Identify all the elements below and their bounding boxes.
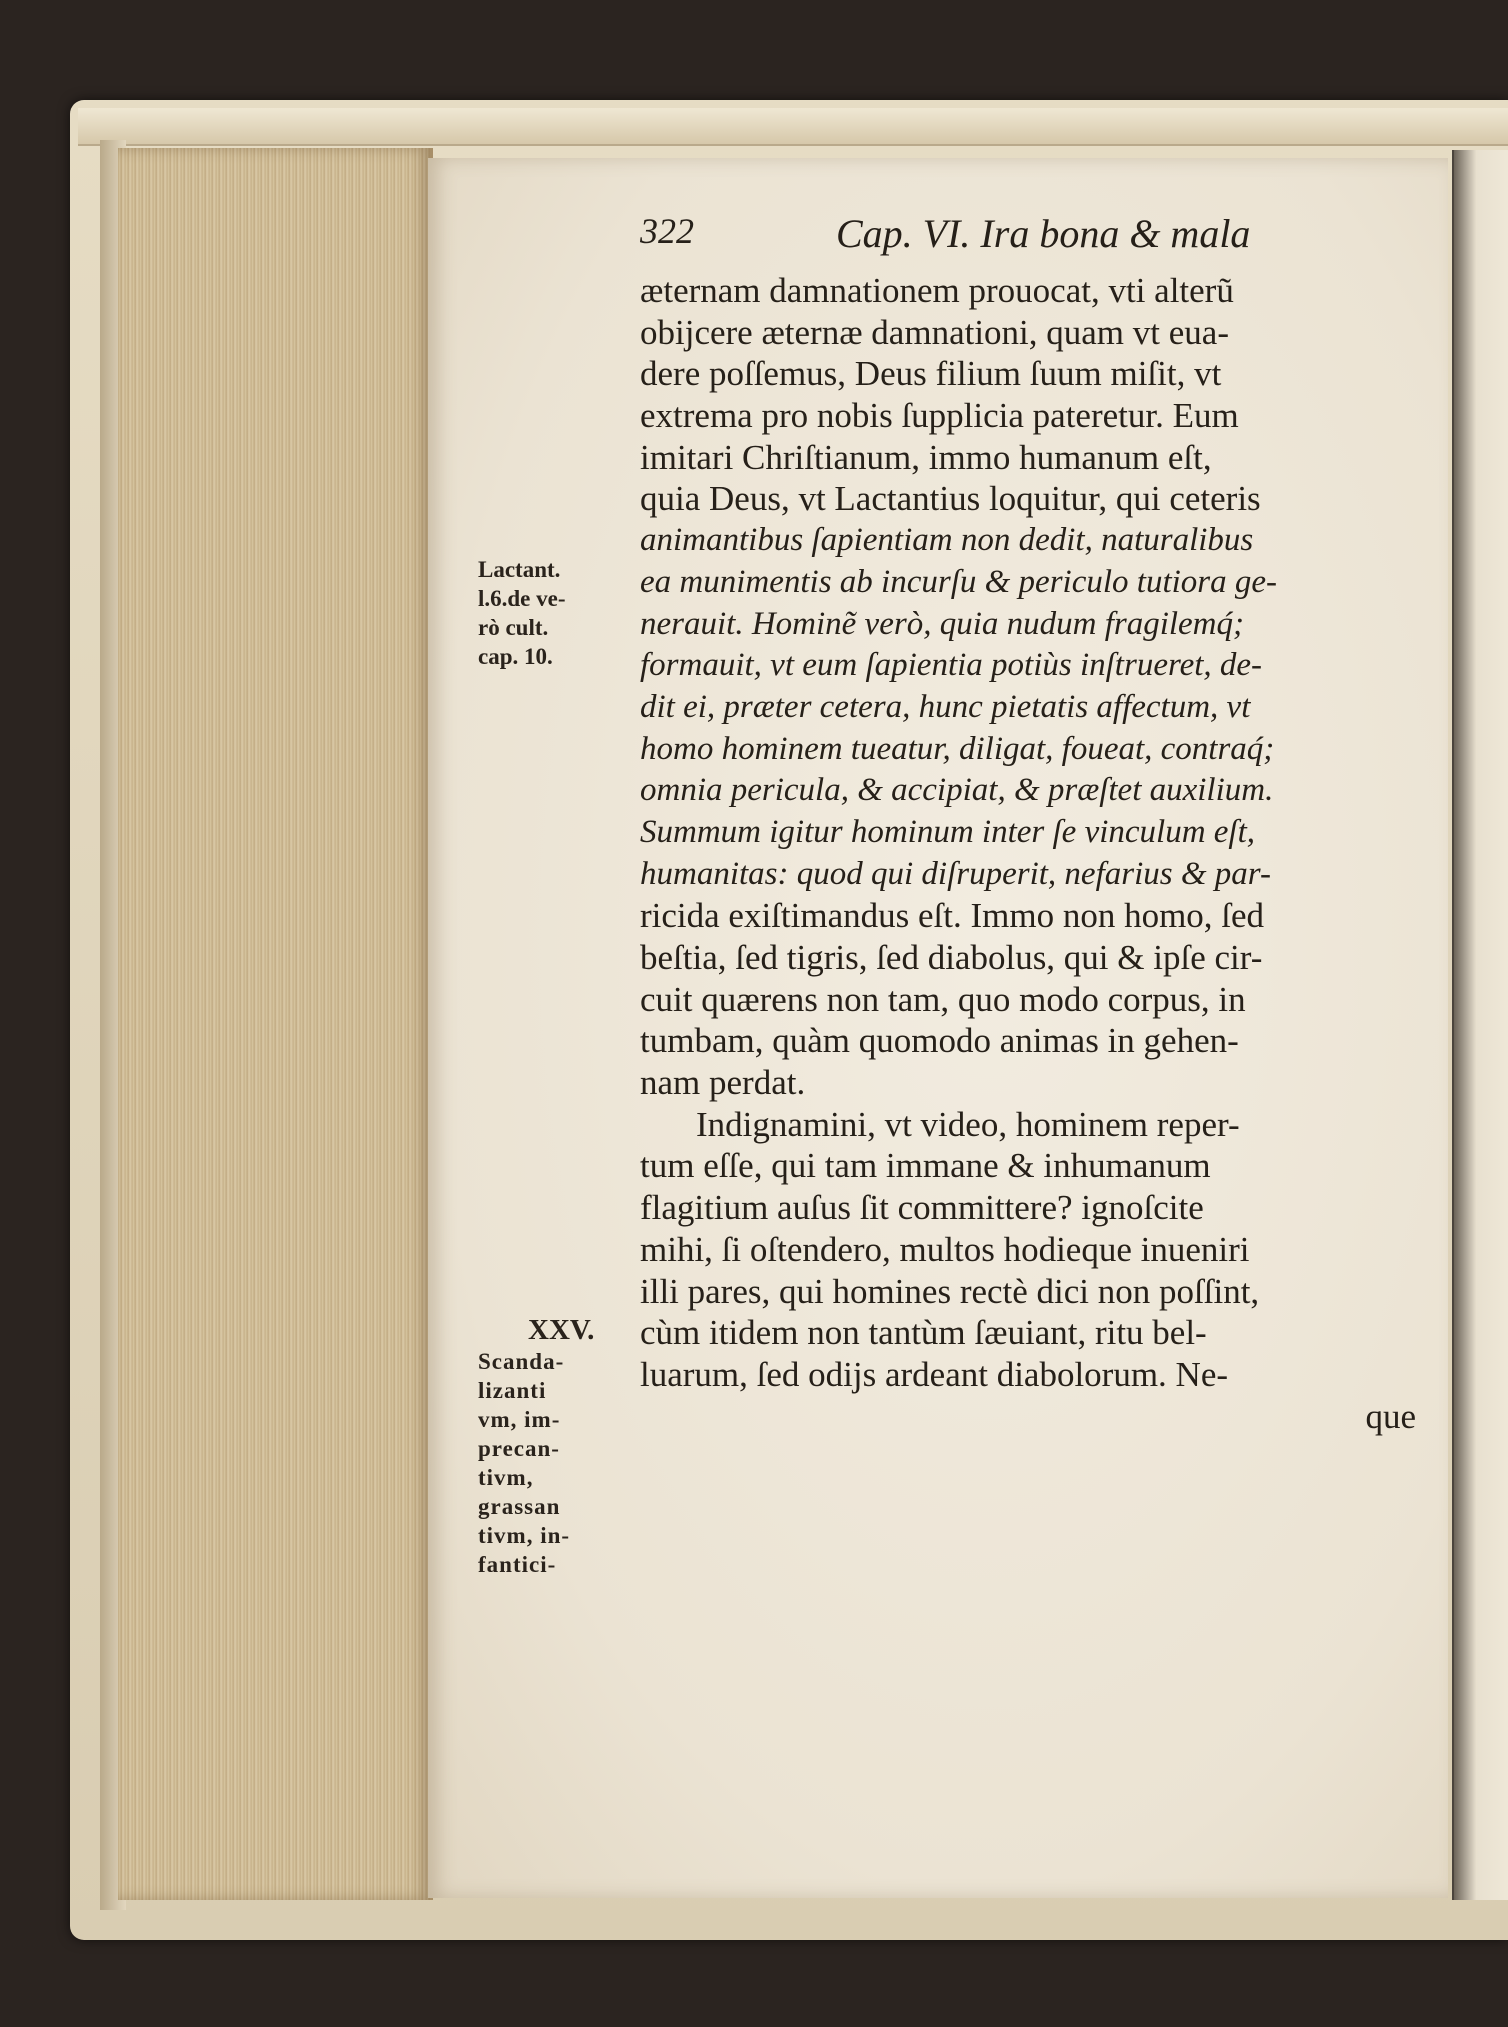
body-line: illi pares, qui homines rectè dici non poſſint, <box>640 1271 1260 1311</box>
marginal-note-lactantius <box>478 555 638 671</box>
body-line: ricida exiſtimandus eſt. Immo non homo, ſed <box>640 896 1265 936</box>
section-number: XXV. <box>528 1314 595 1346</box>
marginal-note-line: grassan <box>478 1494 561 1519</box>
marginal-note-line: tivm, <box>478 1465 534 1490</box>
body-line: cuit quærens non tam, quo modo corpus, in <box>640 979 1246 1019</box>
marginal-note-line: cap. 10. <box>478 644 553 669</box>
body-line-italic: dit ei, præter cetera, hunc pietatis affectum, vt <box>640 688 1251 725</box>
marginal-note-line: l.6.de ve- <box>478 586 566 611</box>
running-head <box>640 210 1420 270</box>
marginal-note-line: rò cult. <box>478 615 549 640</box>
marginal-note-section-xxv <box>478 1313 638 1579</box>
body-line-italic: formauit, vt eum ſapientia potiùs inſtrueret, de- <box>640 647 1263 684</box>
body-line-italic: omnia pericula, & accipiat, & præſtet auxilium. <box>640 772 1274 809</box>
body-line: extrema pro nobis ſupplicia pateretur. Eum <box>640 396 1239 436</box>
marginal-note-line: fantici- <box>478 1552 557 1577</box>
chapter-title: Cap. VI. Ira bona & mala <box>836 211 1251 256</box>
body-line-italic: homo hominem tueatur, diligat, foueat, contraq́; <box>640 730 1275 767</box>
marginal-note-line: lizanti <box>478 1378 547 1403</box>
facing-page-edge <box>1452 150 1508 1900</box>
body-line-italic: Summum igitur hominum inter ſe vinculum eſt, <box>640 813 1256 850</box>
body-line: dere poſſemus, Deus filium ſuum miſit, vt <box>640 354 1222 394</box>
body-line: tumbam, quàm quomodo animas in gehen- <box>640 1021 1239 1061</box>
body-line: flagitium auſus ſit committere? ignoſcite <box>640 1188 1204 1228</box>
body-line: beſtia, ſed tigris, ſed diabolus, qui & ipſe cir- <box>640 938 1263 977</box>
body-line: æternam damnationem prouocat, vti alterũ <box>640 271 1234 310</box>
body-line-italic: nerauit. Hominẽ verò, quia nudum fragilemq́; <box>640 605 1245 642</box>
paragraph-start-line: Indignamini, vt video, hominem reper- <box>696 1104 1240 1144</box>
body-line: tum eſſe, qui tam immane & inhumanum <box>640 1146 1211 1186</box>
page-stack-edge <box>118 148 433 1900</box>
body-line: imitari Chriſtianum, immo humanum eſt, <box>640 437 1212 477</box>
marginal-note-line: Lactant. <box>478 557 561 582</box>
body-line: luarum, ſed odijs ardeant diabolorum. Ne- <box>640 1354 1229 1394</box>
marginal-note-line: precan- <box>478 1436 560 1461</box>
book-top-edge <box>78 108 1508 146</box>
body-line-italic: animantibus ſapientiam non dedit, naturalibus <box>640 522 1254 559</box>
body-line: nam perdat. <box>640 1063 806 1103</box>
catchword: que <box>1365 1396 1416 1436</box>
page-text-block <box>640 210 1420 1437</box>
marginal-note-line: vm, im- <box>478 1407 561 1432</box>
page-number: 322 <box>640 211 694 251</box>
marginal-note-line: Scanda- <box>478 1349 565 1374</box>
body-line: obijcere æternæ damnationi, quam vt eua- <box>640 312 1229 352</box>
body-line-italic: humanitas: quod qui diſruperit, nefarius & par- <box>640 855 1271 892</box>
body-line-italic: ea munimentis ab incurſu & periculo tutiora ge- <box>640 563 1278 600</box>
body-line: cùm itidem non tantùm ſæuiant, ritu bel- <box>640 1313 1207 1353</box>
body-line: quia Deus, vt Lactantius loquitur, qui ceteris <box>640 479 1261 519</box>
body-line: mihi, ſi oſtendero, multos hodieque inueniri <box>640 1229 1250 1269</box>
marginal-note-line: tivm, in- <box>478 1523 571 1548</box>
